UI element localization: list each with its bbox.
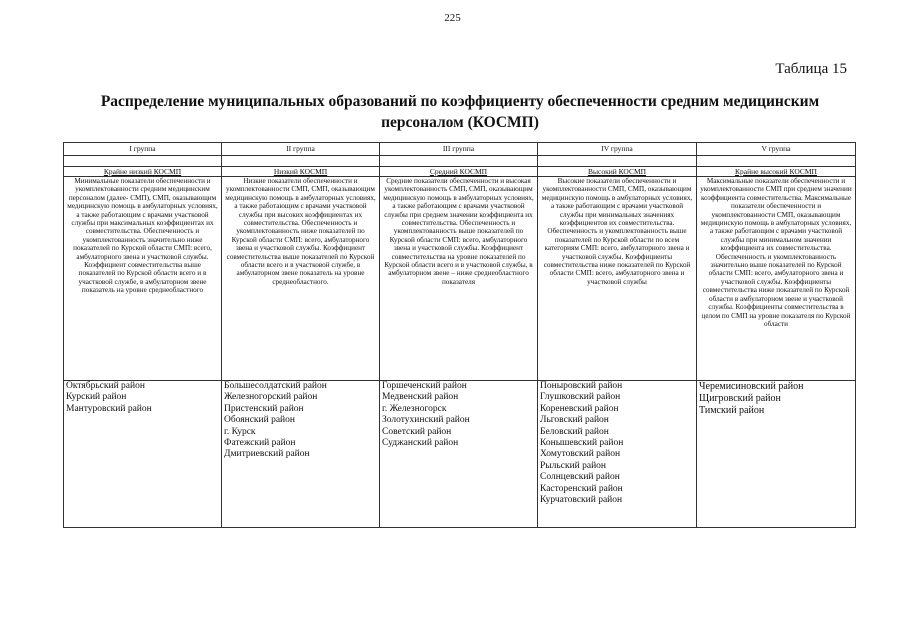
district-item: Большесолдатский район bbox=[224, 381, 327, 391]
district-list bbox=[380, 381, 538, 528]
district-list bbox=[222, 381, 380, 528]
district-item: Суджанский район bbox=[382, 438, 459, 449]
district-item: Щигровский район bbox=[699, 393, 781, 405]
group-header: IV группа bbox=[538, 143, 697, 156]
kosmp-level: Низкий КОСМП bbox=[273, 167, 328, 176]
district-row bbox=[64, 381, 856, 528]
group-description: Низкие показатели обеспеченности и укомплектованности СМП, СМП, оказывающим медицинскую помощь в амбулаторных условиях, а также работающим с врачами участковой службы при высоких коэффициентах их совместительства. Обеспеченность и укомплектованность ниже показателей по Курской области СМП: всего, амбулаторного звена и участковой службы. Коэффициент совместительства выше показателей по Курской области всего и в участковой службе, в амбулаторном звене показатель на уровне среднеобластного. bbox=[222, 177, 380, 381]
group-description: Высокие показатели обеспеченности и укомплектованности СМП, СМП, оказывающим медицинскую помощь в амбулаторных условиях, а также работающим с врачами участковой службы при минимальных значениях коэффициентов их совместительства. Обеспеченность и укомплектованность выше показателей по Курской области по всем категориям СМП: всего, амбулаторного звена и участковой службы. Коэффициенты совместительства ниже показателей по Курской области СМП: всего, амбулаторного звена и участковой службы bbox=[538, 177, 697, 381]
description-row bbox=[64, 177, 856, 381]
groups-table bbox=[63, 142, 856, 528]
district-item: Курчатовский район bbox=[540, 495, 623, 506]
district-item: Курский район bbox=[66, 392, 127, 403]
title-line-1: Распределение муниципальных образований по коэффициенту обеспеченности средним медицинским bbox=[100, 93, 820, 110]
district-item: Дмитриевский район bbox=[224, 449, 310, 460]
spacer-row bbox=[64, 156, 856, 167]
district-list bbox=[64, 381, 222, 528]
district-item: Медвенский район bbox=[382, 392, 459, 403]
district-item: Фатежский район bbox=[224, 438, 296, 449]
group-header: II группа bbox=[222, 143, 380, 156]
district-item: г. Курск bbox=[224, 426, 256, 437]
district-item: Рыльский район bbox=[540, 460, 606, 471]
group-description: Средние показатели обеспеченности и высокая укомплектованность СМП, СМП, оказывающим медицинскую помощь в амбулаторных условиях, а также работающим с врачами участковой службы при среднем значении коэффициента их совместительства. Обеспеченность и укомплектованность выше показателей по Курской области СМП: всего, амбулаторного звена и участковой службы. Коэффициент совместительства на уровне показателей по Курской области всего и в участковой службы, в амбулаторном звене – ниже среднеобластного показателя bbox=[380, 177, 538, 381]
district-item: Глушковский район bbox=[540, 392, 621, 403]
district-item: Железногорский район bbox=[224, 392, 318, 403]
kosmp-level: Высокий КОСМП bbox=[587, 167, 647, 176]
district-item: Конышевский район bbox=[540, 438, 624, 449]
title-line-2: персоналом (КОСМП) bbox=[381, 114, 539, 131]
group-header: III группа bbox=[380, 143, 538, 156]
kosmp-level: Средний КОСМП bbox=[429, 167, 488, 176]
page-number: 225 bbox=[444, 12, 461, 24]
district-list bbox=[538, 381, 697, 528]
district-item: Пристенский район bbox=[224, 403, 304, 414]
kosmp-level: Крайне низкий КОСМП bbox=[103, 167, 182, 176]
district-item: Мантуровский район bbox=[66, 403, 152, 414]
district-item: Тимский район bbox=[699, 405, 765, 417]
district-item: г. Железногорск bbox=[382, 403, 447, 414]
district-item: Хомутовский район bbox=[540, 449, 621, 460]
group-header: I группа bbox=[64, 143, 222, 156]
document-title bbox=[100, 91, 820, 133]
table-label: Таблица 15 bbox=[775, 61, 847, 77]
district-item: Поныровский район bbox=[540, 381, 623, 391]
district-item: Беловский район bbox=[540, 426, 609, 437]
district-item: Советский район bbox=[382, 426, 452, 437]
district-item: Золотухинский район bbox=[382, 415, 470, 426]
district-item: Обоянский район bbox=[224, 415, 295, 426]
kosmp-level: Крайне высокий КОСМП bbox=[735, 167, 817, 176]
district-item: Октябрьский район bbox=[66, 381, 145, 391]
district-item: Касторенский район bbox=[540, 483, 623, 494]
district-item: Горшеченский район bbox=[382, 381, 467, 391]
group-header: V группа bbox=[697, 143, 856, 156]
district-item: Льговский район bbox=[540, 415, 609, 426]
district-list bbox=[697, 381, 856, 528]
kosmp-level-row bbox=[64, 167, 856, 177]
district-item: Солнцевский район bbox=[540, 472, 620, 483]
district-item: Кореневский район bbox=[540, 403, 619, 414]
group-header-row bbox=[64, 143, 856, 156]
district-item: Черемисиновский район bbox=[699, 381, 804, 392]
group-description: Максимальные показатели обеспеченности и укомплектованности СМП при среднем значении коэффициента совместительства. Максимальные показатели обеспеченности и укомплектованности СМП, оказывающим медицинскую помощь в амбулаторных условиях, а также работающим с врачами участковой службы при минимальном значении коэффициента их совместительства. Обеспеченность и укомплектованность значительно выше показателей по Курской области СМП: всего, амбулаторного звена и участковой службы. Коэффициенты совместительства ниже показателей по Курской области в амбулаторном звене и участковой службы. Коэффициенты совместительства в целом по СМП на уровне показателя по Курской области bbox=[697, 177, 856, 381]
group-description: Минимальные показатели обеспеченности и укомплектованности средним медицинским персоналом (далее- СМП), СМП, оказывающим медицинскую помощь в амбулаторных условиях, а также работающим с врачами участковой службы при максимальных коэффициентах их совместительства. Обеспеченность и укомплектованность значительно ниже показателей по Курской области СМП: всего, амбулаторного звена и участковой службы. Коэффициент совместительства выше показателей по Курской области всего и в участковой службе, в амбулаторном звене показатель на уровне среднеобластного bbox=[64, 177, 222, 381]
